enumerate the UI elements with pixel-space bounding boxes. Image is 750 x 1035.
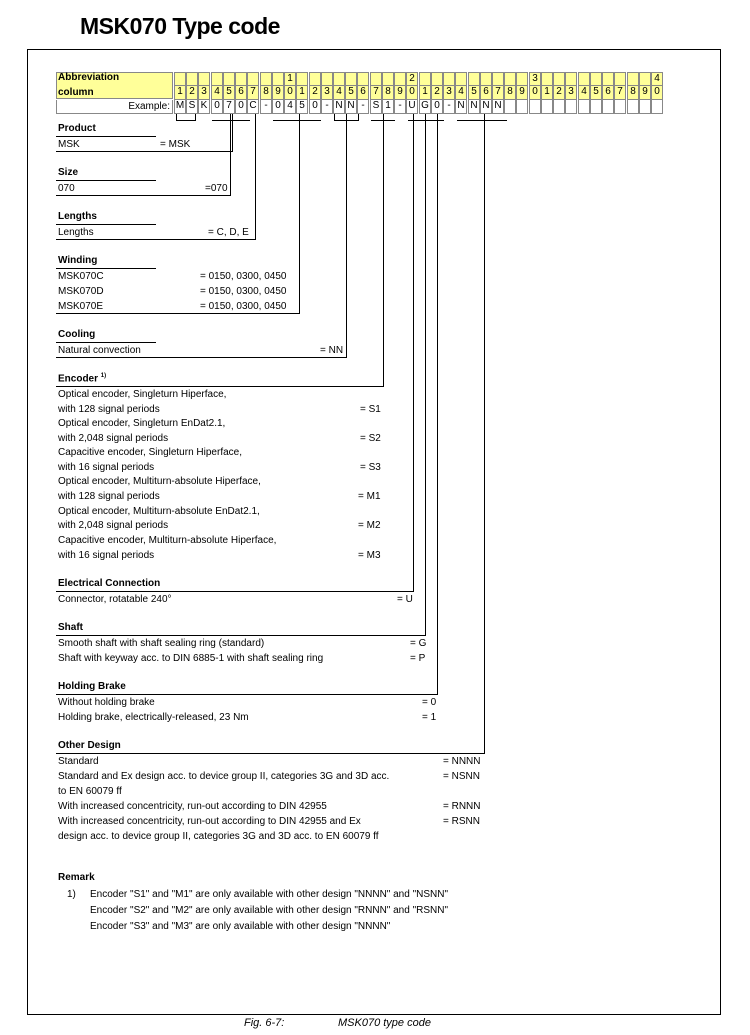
example-code-cell (553, 99, 565, 114)
column-number-cell: 1 (541, 85, 553, 100)
column-tens-cell (260, 72, 272, 86)
column-number-cell: 7 (247, 85, 259, 100)
section-underline (56, 342, 156, 343)
lengths-value: = C, D, E (208, 227, 249, 238)
connector-line (56, 313, 300, 314)
column-number-cell: 9 (272, 85, 284, 100)
column-tens-cell (468, 72, 480, 86)
example-code-cell (541, 99, 553, 114)
example-code-cell (602, 99, 614, 114)
example-code-cell: - (357, 99, 369, 114)
electrical-label: Connector, rotatable 240° (58, 594, 172, 605)
connector-line (56, 151, 233, 152)
example-code-cell: 0 (309, 99, 321, 114)
winding-label: MSK070E (58, 301, 104, 312)
group-bracket (176, 114, 177, 121)
encoder-value: = S3 (360, 462, 381, 473)
column-tens-cell (382, 72, 394, 86)
section-underline (56, 180, 156, 181)
example-code-cell: 0 (431, 99, 443, 114)
abbreviation-label: Abbreviation (58, 72, 120, 83)
example-code-cell: 0 (235, 99, 247, 114)
encoder-line: Optical encoder, Singleturn EnDat2.1, (58, 418, 226, 429)
section-heading-winding: Winding (58, 255, 98, 266)
column-tens-cell (235, 72, 247, 86)
example-code-cell (565, 99, 577, 114)
column-tens-cell (309, 72, 321, 86)
other-line: design acc. to device group II, categories 3G and 3D acc. to EN 60079 ff (58, 831, 379, 842)
group-bracket (273, 120, 321, 121)
connector-line (56, 694, 438, 695)
shaft-value: = P (410, 653, 426, 664)
column-number-cell: 4 (455, 85, 467, 100)
column-number-cell: 0 (406, 85, 418, 100)
column-tens-cell (345, 72, 357, 86)
other-line: Standard (58, 756, 99, 767)
brake-label: Holding brake, electrically-released, 23 Nm (58, 712, 249, 723)
column-tens-cell (431, 72, 443, 86)
encoder-line: Optical encoder, Multiturn-absolute Hiperface, (58, 476, 261, 487)
column-number-cell: 9 (394, 85, 406, 100)
column-number-cell: 0 (529, 85, 541, 100)
column-number-cell: 5 (345, 85, 357, 100)
cooling-value: = NN (320, 345, 344, 356)
example-code-cell (651, 99, 663, 114)
column-number-cell: 3 (321, 85, 333, 100)
column-number-cell: 4 (211, 85, 223, 100)
other-value: = RSNN (443, 816, 480, 827)
brake-value: = 1 (422, 712, 437, 723)
column-number-cell: 3 (198, 85, 210, 100)
column-number-cell: 1 (419, 85, 431, 100)
column-tens-cell (614, 72, 626, 86)
section-heading-lengths: Lengths (58, 211, 97, 222)
column-number-cell: 7 (370, 85, 382, 100)
column-tens-cell (186, 72, 198, 86)
cooling-label: Natural convection (58, 345, 141, 356)
example-code-cell: N (333, 99, 345, 114)
column-tens-cell (455, 72, 467, 86)
encoder-line: Optical encoder, Multiturn-absolute EnDat2.1, (58, 506, 260, 517)
group-bracket (212, 120, 250, 121)
column-number-cell: 4 (578, 85, 590, 100)
column-number-cell: 0 (284, 85, 296, 100)
encoder-value: = M2 (358, 520, 381, 531)
column-number-cell: 2 (431, 85, 443, 100)
other-line: With increased concentricity, run-out according to DIN 42955 and Ex (58, 816, 361, 827)
column-tens-cell (223, 72, 235, 86)
column-number-cell: 5 (468, 85, 480, 100)
column-number-cell: 0 (651, 85, 663, 100)
encoder-value: = S2 (360, 433, 381, 444)
column-number-cell: 9 (516, 85, 528, 100)
winding-value: = 0150, 0300, 0450 (200, 286, 287, 297)
remark-heading: Remark (58, 872, 95, 883)
column-number-cell: 8 (627, 85, 639, 100)
example-code-cell: S (370, 99, 382, 114)
example-code-cell: N (492, 99, 504, 114)
column-tens-cell: 3 (529, 72, 541, 86)
footnote-marker: 1) (100, 373, 107, 379)
encoder-value: = M1 (358, 491, 381, 502)
example-code-cell: G (419, 99, 431, 114)
section-heading-cooling: Cooling (58, 329, 96, 340)
column-tens-cell (553, 72, 565, 86)
section-heading-encoder: Encoder $^{1)}$ (58, 373, 107, 385)
size-label: 070 (58, 183, 75, 194)
encoder-line: with 16 signal periods (58, 550, 155, 561)
group-bracket (334, 120, 358, 121)
column-number-cell: 5 (223, 85, 235, 100)
column-number-cell: 9 (639, 85, 651, 100)
column-tens-cell (443, 72, 455, 86)
connector-line (484, 114, 485, 754)
encoder-line: with 16 signal periods (58, 462, 155, 473)
column-tens-cell (541, 72, 553, 86)
connector-line (425, 114, 426, 636)
column-number-cell: 3 (443, 85, 455, 100)
section-underline (56, 136, 156, 137)
column-tens-cell (174, 72, 186, 86)
example-code-cell: N (468, 99, 480, 114)
electrical-value: = U (397, 594, 413, 605)
brake-value: = 0 (422, 697, 437, 708)
connector-line (413, 114, 414, 592)
connector-line (56, 386, 384, 387)
column-tens-cell (516, 72, 528, 86)
connector-line (56, 357, 346, 358)
column-tens-cell (198, 72, 210, 86)
section-heading-brake: Holding Brake (58, 681, 126, 692)
column-tens-cell (578, 72, 590, 86)
size-value: =070 (205, 183, 228, 194)
example-code-cell (504, 99, 516, 114)
example-code-cell: N (480, 99, 492, 114)
section-heading-other: Other Design (58, 740, 121, 751)
figure-number: Fig. 6-7: (244, 1017, 285, 1029)
example-code-cell (614, 99, 626, 114)
section-heading-shaft: Shaft (58, 622, 83, 633)
column-tens-cell (272, 72, 284, 86)
column-number-cell: 2 (553, 85, 565, 100)
example-code-cell: K (198, 99, 210, 114)
section-underline (56, 224, 156, 225)
section-underline (56, 268, 156, 269)
column-tens-cell: 2 (406, 72, 418, 86)
connector-line (437, 114, 438, 695)
column-number-cell: 6 (602, 85, 614, 100)
column-tens-cell (504, 72, 516, 86)
example-code-cell: N (455, 99, 467, 114)
column-tens-cell (394, 72, 406, 86)
example-code-cell (627, 99, 639, 114)
column-number-cell: 3 (565, 85, 577, 100)
column-number-cell: 1 (296, 85, 308, 100)
example-code-cell: 5 (296, 99, 308, 114)
example-code-cell: - (260, 99, 272, 114)
remark-line: Encoder "S1" and "M1" are only available with other design "NNNN" and "NSNN" (90, 889, 449, 900)
column-tens-cell (627, 72, 639, 86)
connector-line (56, 195, 231, 196)
column-number-cell: 8 (382, 85, 394, 100)
connector-line (383, 114, 384, 387)
column-tens-cell (639, 72, 651, 86)
example-code-cell: C (247, 99, 259, 114)
column-number-cell: 7 (614, 85, 626, 100)
column-tens-cell (247, 72, 259, 86)
shaft-label: Shaft with keyway acc. to DIN 6885-1 with shaft sealing ring (58, 653, 324, 664)
example-code-cell: S (186, 99, 198, 114)
column-tens-cell (480, 72, 492, 86)
example-code-cell: 7 (223, 99, 235, 114)
section-heading-electrical: Electrical Connection (58, 578, 161, 589)
example-code-cell: U (406, 99, 418, 114)
column-number-cell: 8 (260, 85, 272, 100)
encoder-value: = S1 (360, 404, 381, 415)
column-number-cell: 8 (504, 85, 516, 100)
page-title: MSK070 Type code (80, 13, 280, 39)
example-code-cell: - (443, 99, 455, 114)
example-code-cell (639, 99, 651, 114)
column-number-cell: 6 (357, 85, 369, 100)
example-code-cell: - (394, 99, 406, 114)
group-bracket (371, 120, 395, 121)
section-heading-product: Product (58, 123, 96, 134)
column-number-cell: 7 (492, 85, 504, 100)
column-number-cell: 5 (590, 85, 602, 100)
remark-number: 1) (67, 889, 76, 900)
shaft-label: Smooth shaft with shaft sealing ring (standard) (58, 638, 265, 649)
column-number-cell: 6 (480, 85, 492, 100)
connector-line (255, 114, 256, 240)
lengths-label: Lengths (58, 227, 94, 238)
winding-label: MSK070D (58, 286, 104, 297)
winding-value: = 0150, 0300, 0450 (200, 301, 287, 312)
other-line: to EN 60079 ff (58, 786, 122, 797)
winding-label: MSK070C (58, 271, 104, 282)
remark-line: Encoder "S3" and "M3" are only available with other design "NNNN" (90, 921, 391, 932)
example-code-cell (529, 99, 541, 114)
column-number-cell: 2 (186, 85, 198, 100)
example-code-cell (516, 99, 528, 114)
example-code-cell: N (345, 99, 357, 114)
other-value: = NNNN (443, 756, 481, 767)
column-tens-cell (321, 72, 333, 86)
other-value: = RNNN (443, 801, 481, 812)
encoder-line: with 128 signal periods (58, 491, 160, 502)
group-bracket (457, 120, 507, 121)
connector-line (299, 114, 300, 314)
column-number-cell: 6 (235, 85, 247, 100)
column-tens-cell (357, 72, 369, 86)
column-tens-cell: 1 (284, 72, 296, 86)
example-code-cell: 4 (284, 99, 296, 114)
connector-line (230, 114, 231, 196)
encoder-value: = M3 (358, 550, 381, 561)
winding-value: = 0150, 0300, 0450 (200, 271, 287, 282)
product-value: = MSK (160, 139, 191, 150)
column-tens-cell (590, 72, 602, 86)
example-code-cell: 0 (211, 99, 223, 114)
column-tens-cell (565, 72, 577, 86)
column-tens-cell (492, 72, 504, 86)
example-code-cell: - (321, 99, 333, 114)
column-label: column (58, 87, 94, 98)
connector-line (56, 591, 414, 592)
product-label: MSK (58, 139, 80, 150)
encoder-line: Capacitive encoder, Singleturn Hiperface, (58, 447, 242, 458)
column-tens-cell (296, 72, 308, 86)
column-tens-cell (419, 72, 431, 86)
example-code-cell (590, 99, 602, 114)
column-tens-cell (333, 72, 345, 86)
connector-line (56, 635, 426, 636)
other-line: Standard and Ex design acc. to device group II, categories 3G and 3D acc. (58, 771, 390, 782)
example-label: Example: (56, 100, 173, 114)
remark-line: Encoder "S2" and "M2" are only available with other design "RNNN" and "RSNN" (90, 905, 449, 916)
brake-label: Without holding brake (58, 697, 155, 708)
example-code-cell: 1 (382, 99, 394, 114)
group-bracket (408, 120, 444, 121)
column-tens-cell: 4 (651, 72, 663, 86)
column-number-cell: 4 (333, 85, 345, 100)
encoder-line: Optical encoder, Singleturn Hiperface, (58, 389, 227, 400)
connector-line (56, 753, 485, 754)
example-code-cell: 0 (272, 99, 284, 114)
column-tens-cell (370, 72, 382, 86)
figure-caption: MSK070 type code (338, 1017, 431, 1029)
group-bracket (176, 120, 196, 121)
type-code-frame (27, 49, 721, 1015)
encoder-line: with 2,048 signal periods (58, 433, 169, 444)
encoder-line: with 2,048 signal periods (58, 520, 169, 531)
group-bracket (358, 114, 359, 121)
column-number-cell: 1 (174, 85, 186, 100)
encoder-line: Capacitive encoder, Multiturn-absolute Hiperface, (58, 535, 277, 546)
example-code-cell: M (174, 99, 186, 114)
other-line: With increased concentricity, run-out according to DIN 42955 (58, 801, 327, 812)
section-heading-size: Size (58, 167, 79, 178)
other-value: = NSNN (443, 771, 480, 782)
example-code-cell (578, 99, 590, 114)
shaft-value: = G (410, 638, 427, 649)
column-tens-cell (211, 72, 223, 86)
column-tens-cell (602, 72, 614, 86)
connector-line (346, 114, 347, 358)
encoder-line: with 128 signal periods (58, 404, 160, 415)
group-bracket (195, 114, 196, 121)
connector-line (56, 239, 256, 240)
column-number-cell: 2 (309, 85, 321, 100)
